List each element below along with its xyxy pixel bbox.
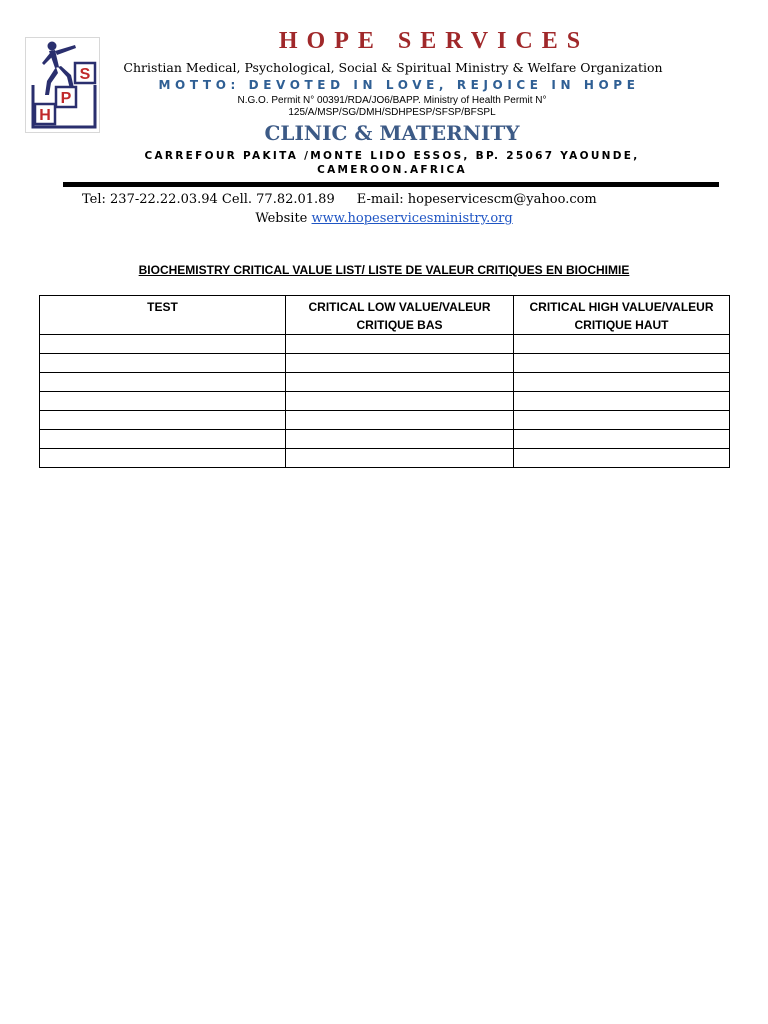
table-header-row	[40, 296, 730, 335]
table-cell-critical-low[interactable]	[286, 449, 514, 468]
email-address: E-mail: hopeservicescm@yahoo.com	[356, 192, 597, 207]
column-header-critical-high: CRITICAL HIGH VALUE/VALEUR CRITIQUE HAUT	[514, 296, 730, 335]
table-cell-test[interactable]	[40, 392, 286, 411]
table-row	[40, 430, 730, 449]
table-cell-critical-low[interactable]	[286, 411, 514, 430]
motto: MOTTO: DEVOTED IN LOVE, REJOICE IN HOPE	[158, 78, 640, 92]
table-cell-critical-low[interactable]	[286, 392, 514, 411]
contact-line	[82, 192, 597, 207]
website-link[interactable]: www.hopeservicesministry.org	[311, 211, 513, 226]
table-cell-critical-high[interactable]	[514, 354, 730, 373]
table-cell-test[interactable]	[40, 430, 286, 449]
address-line: CARREFOUR PAKITA /MONTE LIDO ESSOS, BP. 25067 YAOUNDE,	[144, 150, 640, 162]
table-cell-test[interactable]	[40, 449, 286, 468]
table-row	[40, 449, 730, 468]
column-header-critical-low: CRITICAL LOW VALUE/VALEUR CRITIQUE BAS	[286, 296, 514, 335]
hope-services-logo-icon	[25, 37, 100, 133]
table-cell-critical-low[interactable]	[286, 335, 514, 354]
permit-line: 125/A/MSP/SG/DMH/SDHPESP/SFSP/BFSPL	[288, 107, 496, 118]
table-row	[40, 373, 730, 392]
table-cell-test[interactable]	[40, 354, 286, 373]
logo-letter: S	[79, 66, 91, 83]
table-cell-critical-high[interactable]	[514, 430, 730, 449]
table-row	[40, 354, 730, 373]
table-row	[40, 411, 730, 430]
logo-letter: P	[60, 90, 72, 107]
logo-letter: H	[39, 107, 51, 124]
table-cell-test[interactable]	[40, 411, 286, 430]
table-cell-critical-high[interactable]	[514, 449, 730, 468]
website-line	[0, 211, 768, 226]
website-label: Website	[255, 211, 308, 226]
column-header-test: TEST	[40, 296, 286, 335]
table-cell-critical-high[interactable]	[514, 392, 730, 411]
table-cell-critical-low[interactable]	[286, 354, 514, 373]
phone-numbers: Tel: 237-22.22.03.94 Cell. 77.82.01.89	[82, 192, 335, 207]
table-row	[40, 335, 730, 354]
table-cell-test[interactable]	[40, 373, 286, 392]
permit-line: N.G.O. Permit N° 00391/RDA/JO6/BAPP. Ministry of Health Permit N°	[237, 95, 547, 106]
list-title: BIOCHEMISTRY CRITICAL VALUE LIST/ LISTE DE VALEUR CRITIQUES EN BIOCHIMIE	[138, 263, 630, 277]
table-cell-critical-high[interactable]	[514, 373, 730, 392]
table-cell-critical-low[interactable]	[286, 430, 514, 449]
org-name: HOPE SERVICES	[278, 28, 590, 54]
table-cell-critical-high[interactable]	[514, 335, 730, 354]
org-description: Christian Medical, Psychological, Social & Spiritual Ministry & Welfare Organization	[123, 60, 663, 75]
critical-value-table	[39, 295, 730, 468]
table-cell-critical-high[interactable]	[514, 411, 730, 430]
header-divider	[63, 182, 719, 187]
address	[100, 149, 684, 177]
address-line: CAMEROON.AFRICA	[317, 164, 467, 176]
table-cell-critical-low[interactable]	[286, 373, 514, 392]
permit-info	[100, 95, 684, 119]
table-row	[40, 392, 730, 411]
clinic-heading: CLINIC & MATERNITY	[264, 121, 520, 145]
table-cell-test[interactable]	[40, 335, 286, 354]
